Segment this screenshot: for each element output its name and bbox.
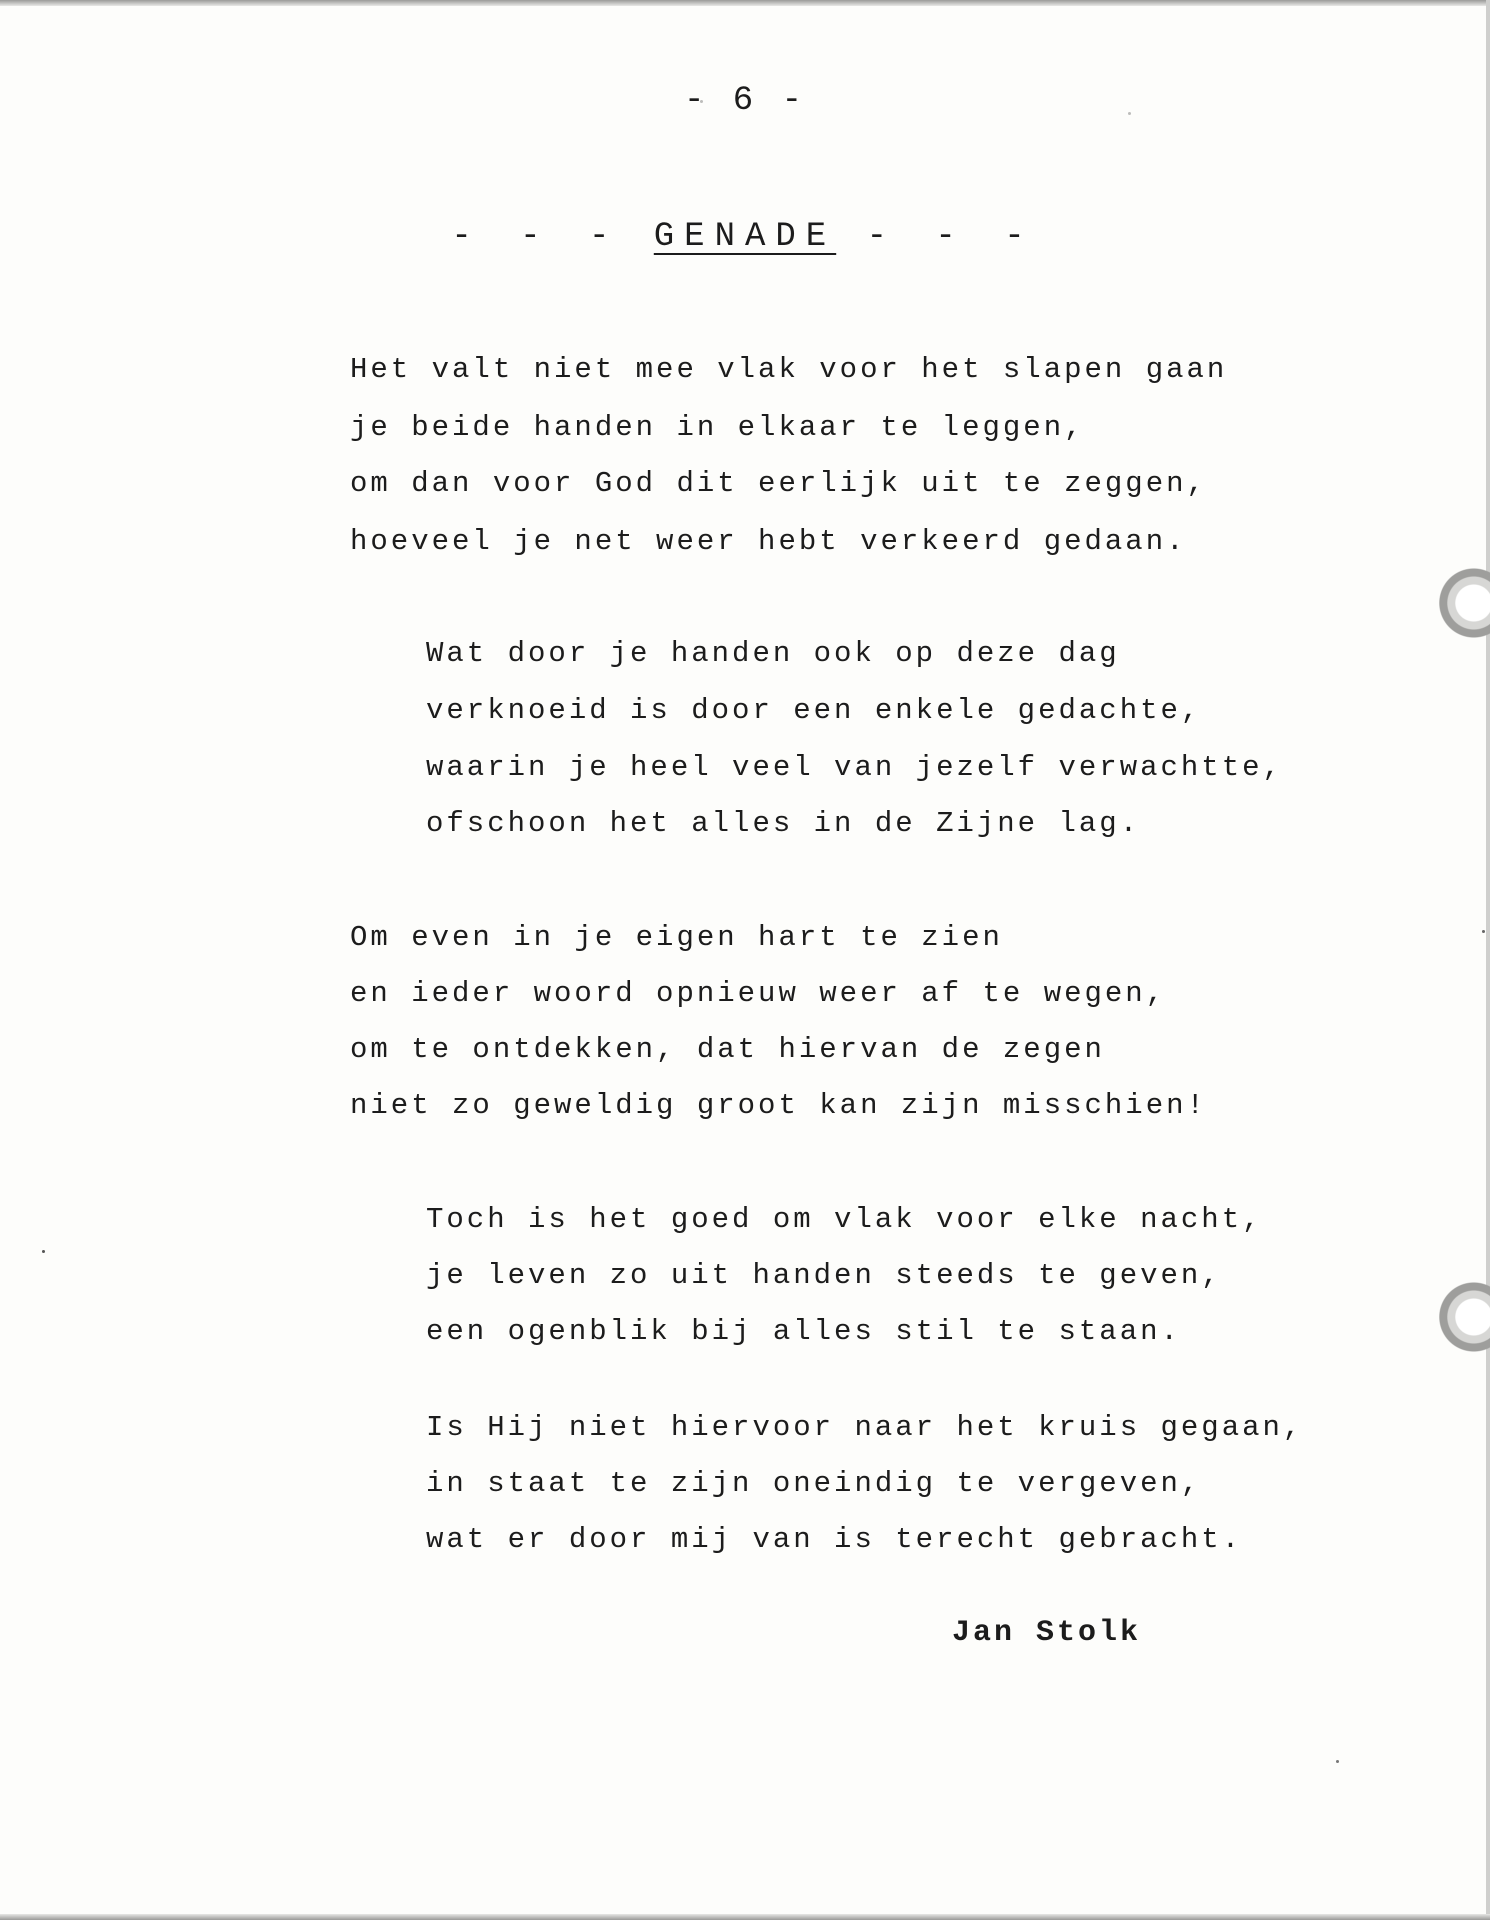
page-number: - 6 -	[683, 82, 807, 120]
poem-author: Jan Stolk	[952, 1616, 1142, 1650]
title-leading-dashes: - - -	[451, 218, 624, 256]
poem-line: Het valt niet mee vlak voor het slapen gaan	[350, 353, 1228, 386]
poem-line: hoeveel je net weer hebt verkeerd gedaan.	[350, 525, 1187, 558]
poem-line: Om even in je eigen hart te zien	[350, 921, 1003, 954]
title-word: GENADE	[653, 218, 837, 256]
title-trailing-dashes: - - -	[866, 218, 1039, 256]
poem-line: niet zo geweldig groot kan zijn misschien!	[350, 1089, 1207, 1122]
poem-line: je beide handen in elkaar te leggen,	[350, 411, 1085, 444]
poem-line: en ieder woord opnieuw weer af te wegen,	[350, 977, 1167, 1010]
poem-line: Toch is het goed om vlak voor elke nacht,	[426, 1203, 1263, 1236]
poem-line: waarin je heel veel van jezelf verwachtte,	[426, 751, 1283, 784]
poem-line: een ogenblik bij alles stil te staan.	[426, 1315, 1181, 1348]
poem-line: in staat te zijn oneindig te vergeven,	[426, 1467, 1202, 1500]
poem-line: om te ontdekken, dat hiervan de zegen	[350, 1033, 1105, 1066]
poem-line: wat er door mij van is terecht gebracht.	[426, 1523, 1243, 1556]
poem-line: ofschoon het alles in de Zijne lag.	[426, 807, 1141, 840]
poem-line: verknoeid is door een enkele gedachte,	[426, 694, 1202, 727]
poem-line: Wat door je handen ook op deze dag	[426, 637, 1120, 670]
poem-line: je leven zo uit handen steeds te geven,	[426, 1259, 1222, 1292]
poem-line: om dan voor God dit eerlijk uit te zeggen,	[350, 467, 1207, 500]
poem-line: Is Hij niet hiervoor naar het kruis gegaan,	[426, 1411, 1304, 1444]
